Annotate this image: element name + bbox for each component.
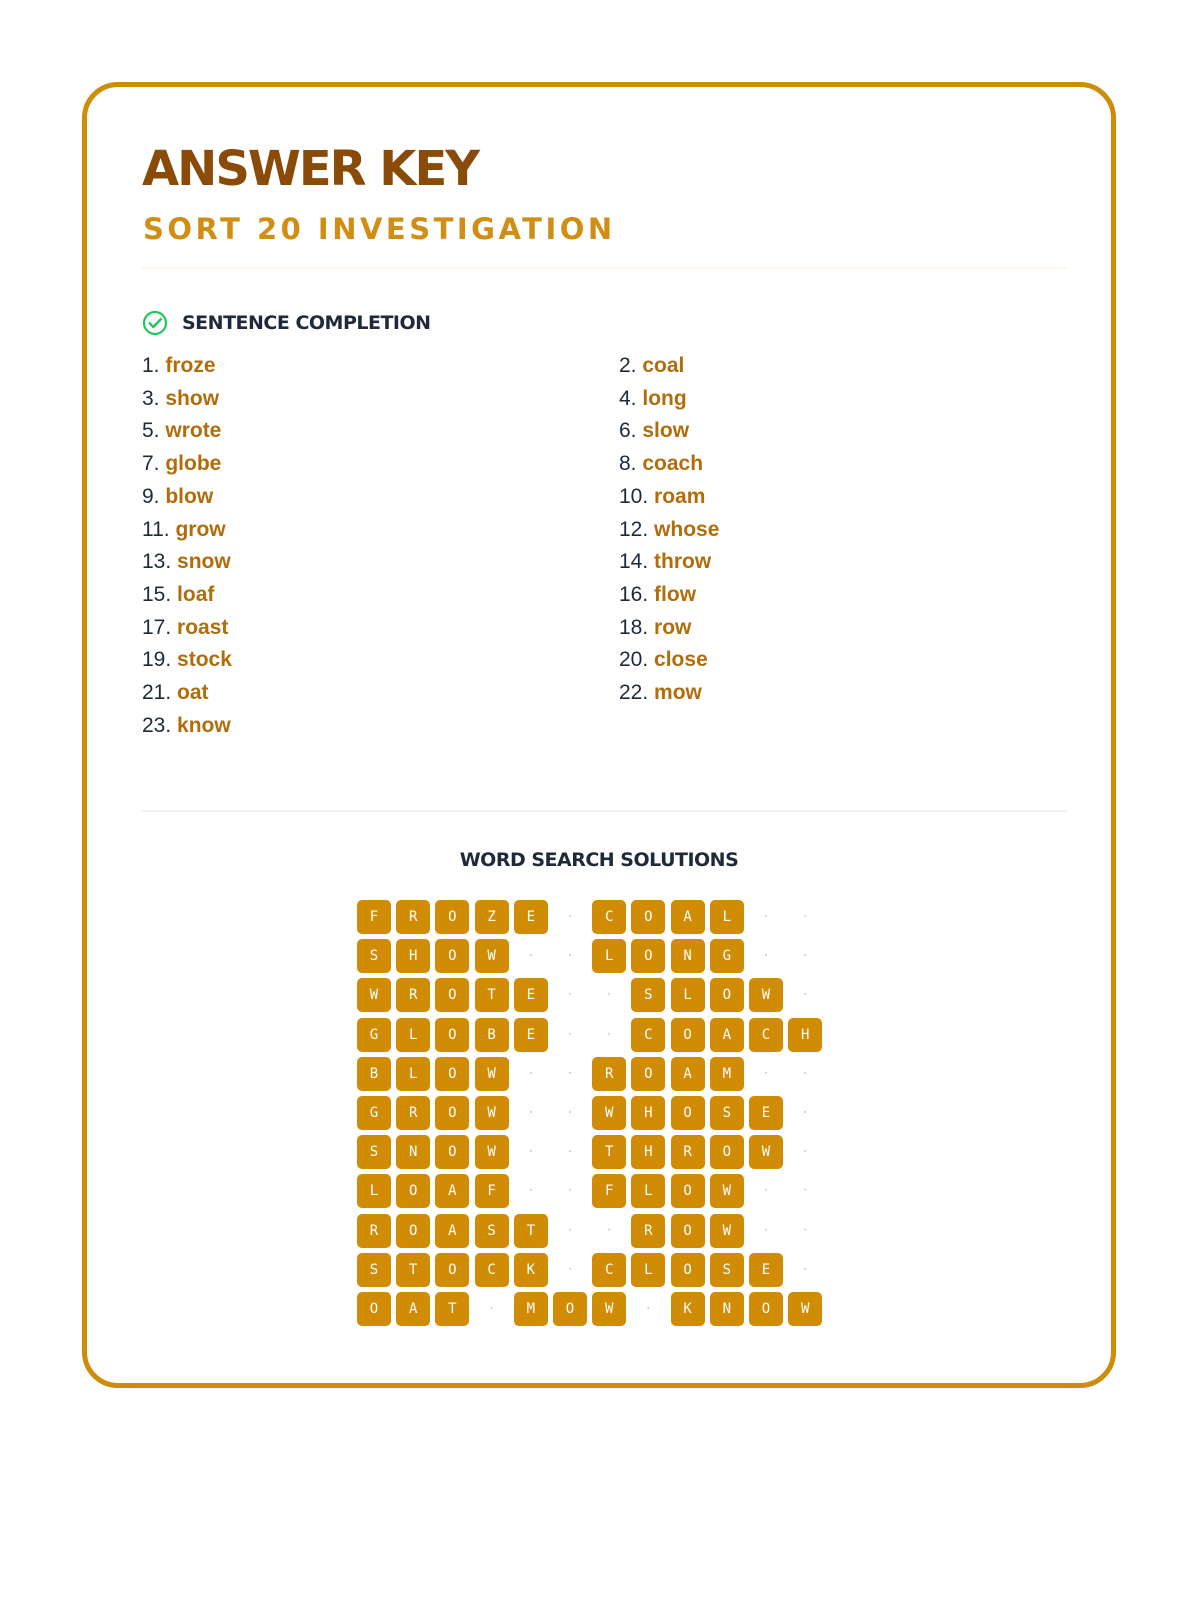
grid-letter-cell: L (710, 900, 744, 934)
grid-empty-cell: · (565, 948, 575, 965)
grid-letter-cell: T (514, 1214, 548, 1248)
grid-letter-cell: L (631, 1253, 665, 1287)
grid-letter-cell: L (631, 1174, 665, 1208)
grid-letter-cell: S (357, 1253, 391, 1287)
grid-empty-cell: · (526, 1183, 536, 1200)
grid-empty-cell: · (800, 909, 810, 925)
grid-empty-cell: · (526, 948, 536, 965)
grid-letter-cell: E (514, 900, 548, 934)
answer-word: wrote (165, 419, 222, 443)
answer-word: row (654, 615, 692, 639)
grid-letter-cell: O (671, 1253, 705, 1287)
grid-letter-cell: O (671, 1174, 705, 1208)
answer-item (142, 580, 214, 610)
grid-empty-cell: · (800, 1105, 810, 1121)
answer-item (619, 515, 719, 545)
grid-letter-cell: O (631, 900, 665, 934)
answer-item (619, 613, 691, 643)
grid-letter-cell: K (671, 1292, 705, 1326)
grid-empty-cell: · (761, 948, 771, 965)
grid-empty-cell: · (800, 1144, 810, 1161)
answer-word: roast (177, 615, 229, 639)
grid-empty-cell: · (604, 1026, 614, 1043)
grid-letter-cell: R (631, 1214, 665, 1248)
answer-word: close (654, 648, 708, 672)
grid-letter-cell: L (357, 1174, 391, 1208)
answer-item (619, 416, 689, 446)
answer-number: 12. (619, 517, 649, 541)
grid-letter-cell: G (357, 1018, 391, 1052)
grid-letter-cell: O (749, 1292, 783, 1326)
answer-item (142, 547, 231, 577)
grid-letter-cell: C (592, 900, 626, 934)
grid-letter-cell: O (396, 1174, 430, 1208)
grid-letter-cell: O (396, 1214, 430, 1248)
page-title: ANSWER KEY (142, 141, 479, 197)
grid-letter-cell: G (357, 1096, 391, 1130)
grid-letter-cell: R (396, 1096, 430, 1130)
answer-number: 19. (142, 648, 172, 672)
grid-letter-cell: A (710, 1018, 744, 1052)
grid-letter-cell: W (749, 978, 783, 1012)
answer-word: flow (654, 582, 697, 606)
grid-letter-cell: W (788, 1292, 822, 1326)
grid-letter-cell: W (710, 1214, 744, 1248)
grid-letter-cell: L (671, 978, 705, 1012)
answer-item (619, 351, 684, 381)
grid-empty-cell: · (761, 1183, 771, 1200)
answer-word: mow (654, 681, 702, 704)
grid-letter-cell: T (396, 1253, 430, 1287)
grid-letter-cell: W (475, 1096, 509, 1130)
answer-word: snow (177, 550, 231, 574)
grid-letter-cell: Z (475, 900, 509, 934)
grid-letter-cell: W (475, 1057, 509, 1091)
grid-letter-cell: R (396, 978, 430, 1012)
answer-item (142, 449, 221, 479)
grid-letter-cell: T (475, 978, 509, 1012)
grid-empty-cell: · (644, 1301, 653, 1317)
grid-letter-cell: O (435, 1018, 469, 1052)
grid-letter-cell: H (631, 1135, 665, 1169)
answer-number: 22. (619, 681, 649, 704)
grid-letter-cell: W (710, 1174, 744, 1208)
answer-word: show (165, 386, 220, 410)
answer-word: slow (642, 419, 690, 443)
grid-letter-cell: O (553, 1292, 587, 1326)
answer-key-card (82, 82, 1116, 1388)
grid-letter-cell: C (631, 1018, 665, 1052)
grid-letter-cell: E (749, 1096, 783, 1130)
answer-word: coach (642, 452, 704, 476)
answer-number: 21. (142, 681, 172, 704)
grid-empty-cell: · (800, 1183, 810, 1200)
grid-letter-cell: L (396, 1018, 430, 1052)
grid-letter-cell: A (435, 1174, 469, 1208)
answer-item (619, 482, 705, 512)
grid-letter-cell: A (396, 1292, 430, 1326)
answer-number: 9. (142, 484, 160, 508)
grid-empty-cell: · (565, 1222, 575, 1239)
answer-item (142, 515, 226, 545)
grid-letter-cell: O (671, 1018, 705, 1052)
grid-letter-cell: O (671, 1214, 705, 1248)
grid-letter-cell: W (592, 1292, 626, 1326)
grid-letter-cell: E (749, 1253, 783, 1287)
answer-number: 2. (619, 354, 637, 377)
answer-item (619, 449, 703, 479)
grid-letter-cell: R (357, 1214, 391, 1248)
section-divider (142, 810, 1067, 812)
answer-item (142, 416, 221, 446)
answer-number: 18. (619, 615, 649, 639)
answer-number: 10. (619, 484, 649, 508)
grid-letter-cell: O (435, 1096, 469, 1130)
answer-item (142, 482, 213, 512)
grid-empty-cell: · (604, 1222, 614, 1239)
answer-number: 3. (142, 386, 160, 410)
grid-letter-cell: O (435, 939, 469, 973)
grid-empty-cell: · (604, 987, 614, 1004)
word-search-grid (357, 900, 837, 1340)
grid-letter-cell: H (788, 1018, 822, 1052)
grid-letter-cell: O (631, 939, 665, 973)
answer-number: 11. (142, 517, 170, 541)
grid-letter-cell: O (435, 900, 469, 934)
grid-letter-cell: F (475, 1174, 509, 1208)
grid-empty-cell: · (565, 909, 575, 925)
grid-letter-cell: O (710, 978, 744, 1012)
grid-letter-cell: R (592, 1057, 626, 1091)
grid-letter-cell: E (514, 978, 548, 1012)
answer-number: 16. (619, 582, 649, 606)
answer-item (142, 678, 209, 708)
grid-letter-cell: F (357, 900, 391, 934)
grid-letter-cell: K (514, 1253, 548, 1287)
grid-letter-cell: O (631, 1057, 665, 1091)
answer-item (619, 645, 708, 675)
grid-letter-cell: R (671, 1135, 705, 1169)
answer-word: froze (165, 354, 216, 377)
answer-number: 13. (142, 550, 172, 574)
page-subtitle: SORT 20 INVESTIGATION (143, 212, 616, 246)
grid-letter-cell: C (475, 1253, 509, 1287)
header-divider (142, 267, 1067, 269)
grid-empty-cell: · (565, 1183, 575, 1200)
grid-letter-cell: A (671, 1057, 705, 1091)
answer-number: 5. (142, 419, 160, 443)
grid-letter-cell: S (631, 978, 665, 1012)
answer-number: 4. (619, 386, 637, 410)
grid-letter-cell: S (710, 1253, 744, 1287)
grid-letter-cell: S (357, 939, 391, 973)
grid-empty-cell: · (526, 1065, 536, 1082)
grid-letter-cell: T (592, 1135, 626, 1169)
answer-word: stock (177, 648, 232, 672)
answer-item (619, 384, 687, 414)
grid-letter-cell: G (710, 939, 744, 973)
answer-word: blow (165, 484, 214, 508)
grid-letter-cell: F (592, 1174, 626, 1208)
answer-word: long (642, 386, 687, 410)
grid-letter-cell: W (475, 939, 509, 973)
answer-item (142, 645, 232, 675)
grid-letter-cell: O (435, 1057, 469, 1091)
grid-letter-cell: C (749, 1018, 783, 1052)
grid-empty-cell: · (487, 1301, 496, 1317)
grid-letter-cell: A (671, 900, 705, 934)
grid-letter-cell: W (592, 1096, 626, 1130)
grid-letter-cell: S (475, 1214, 509, 1248)
grid-letter-cell: O (671, 1096, 705, 1130)
grid-letter-cell: W (475, 1135, 509, 1169)
answer-list (142, 351, 1067, 771)
answer-word: loaf (177, 582, 215, 606)
sentence-completion-header (142, 308, 431, 338)
grid-letter-cell: N (396, 1135, 430, 1169)
grid-empty-cell: · (565, 1065, 575, 1082)
sentence-completion-heading: SENTENCE COMPLETION (182, 312, 431, 334)
grid-empty-cell: · (761, 1222, 771, 1239)
answer-number: 7. (142, 452, 160, 476)
grid-letter-cell: N (710, 1292, 744, 1326)
grid-empty-cell: · (565, 1026, 575, 1043)
answer-number: 23. (142, 713, 172, 737)
check-circle-icon (142, 310, 168, 336)
grid-letter-cell: S (710, 1096, 744, 1130)
grid-empty-cell: · (800, 987, 810, 1004)
answer-number: 17. (142, 615, 172, 639)
grid-letter-cell: B (357, 1057, 391, 1091)
grid-letter-cell: L (592, 939, 626, 973)
answer-number: 6. (619, 419, 637, 443)
grid-empty-cell: · (761, 909, 771, 925)
grid-letter-cell: E (514, 1018, 548, 1052)
grid-letter-cell: O (710, 1135, 744, 1169)
grid-empty-cell: · (800, 1222, 810, 1239)
grid-letter-cell: O (435, 1135, 469, 1169)
grid-empty-cell: · (526, 1105, 536, 1121)
answer-word: roam (654, 484, 706, 508)
answer-word: globe (165, 452, 222, 476)
grid-letter-cell: S (357, 1135, 391, 1169)
grid-letter-cell: H (396, 939, 430, 973)
answer-item (619, 678, 702, 708)
grid-letter-cell: M (710, 1057, 744, 1091)
answer-word: grow (175, 517, 226, 541)
answer-item (619, 547, 711, 577)
answer-number: 14. (619, 550, 649, 574)
answer-item (142, 711, 231, 741)
grid-empty-cell: · (526, 1144, 536, 1161)
grid-empty-cell: · (800, 1261, 810, 1278)
grid-letter-cell: A (435, 1214, 469, 1248)
answer-word: coal (642, 354, 685, 377)
grid-letter-cell: O (357, 1292, 391, 1326)
answer-word: know (177, 713, 231, 737)
grid-empty-cell: · (800, 948, 810, 965)
grid-letter-cell: C (592, 1253, 626, 1287)
grid-letter-cell: O (435, 978, 469, 1012)
answer-word: whose (654, 517, 720, 541)
grid-letter-cell: O (435, 1253, 469, 1287)
grid-letter-cell: L (396, 1057, 430, 1091)
grid-empty-cell: · (800, 1065, 810, 1082)
answer-item (619, 580, 696, 610)
grid-empty-cell: · (761, 1065, 771, 1082)
grid-empty-cell: · (565, 1261, 575, 1278)
grid-letter-cell: W (357, 978, 391, 1012)
answer-number: 1. (142, 354, 160, 377)
answer-item (142, 351, 216, 381)
answer-word: oat (177, 681, 209, 704)
answer-item (142, 384, 219, 414)
answer-word: throw (654, 550, 712, 574)
answer-item (142, 613, 228, 643)
grid-empty-cell: · (565, 1105, 575, 1121)
grid-letter-cell: R (396, 900, 430, 934)
grid-letter-cell: H (631, 1096, 665, 1130)
grid-letter-cell: N (671, 939, 705, 973)
answer-number: 8. (619, 452, 637, 476)
answer-number: 15. (142, 582, 172, 606)
word-search-heading: WORD SEARCH SOLUTIONS (459, 849, 739, 871)
grid-letter-cell: W (749, 1135, 783, 1169)
answer-number: 20. (619, 648, 649, 672)
grid-letter-cell: B (475, 1018, 509, 1052)
grid-letter-cell: M (514, 1292, 548, 1326)
grid-empty-cell: · (565, 987, 575, 1004)
grid-letter-cell: T (435, 1292, 469, 1326)
grid-empty-cell: · (565, 1144, 575, 1161)
